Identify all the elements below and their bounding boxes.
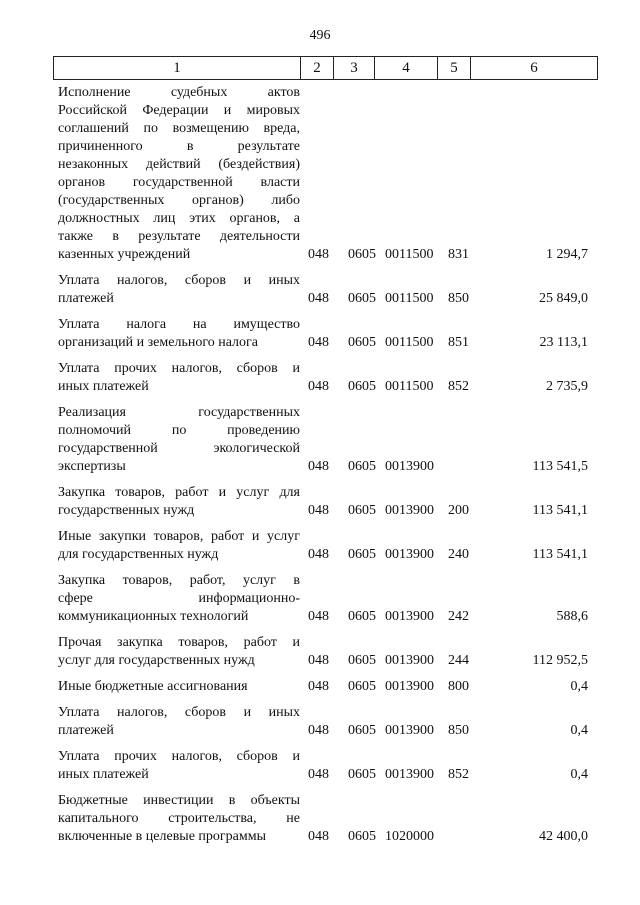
column-header-3: 3 — [334, 57, 375, 80]
budget-rows — [0, 84, 640, 854]
expense-type-code: 852 — [448, 767, 469, 782]
amount-value: 588,6 — [556, 609, 588, 624]
target-article-code: 0013900 — [385, 547, 434, 562]
description-line: Уплата прочих налогов, сборов и — [58, 749, 300, 764]
section-code: 0605 — [348, 609, 376, 624]
description-line: причиненного в результате — [58, 139, 300, 154]
description-line: незаконных действий (бездействия) — [58, 157, 300, 172]
ministry-code: 048 — [308, 247, 329, 262]
description-line: Закупка товаров, работ и услуг для — [58, 485, 300, 500]
table-row — [0, 84, 640, 264]
table-row — [0, 272, 640, 308]
description-line: Уплата налога на имущество — [58, 317, 300, 332]
section-code: 0605 — [348, 723, 376, 738]
description-line: платежей — [58, 291, 114, 306]
description-line: казенных учреждений — [58, 247, 191, 262]
target-article-code: 0011500 — [385, 247, 434, 262]
section-code: 0605 — [348, 379, 376, 394]
table-row — [0, 634, 640, 670]
expense-type-code: 852 — [448, 379, 469, 394]
expense-type-code: 850 — [448, 291, 469, 306]
table-row — [0, 572, 640, 626]
expense-type-code: 831 — [448, 247, 469, 262]
description-line: органов государственной власти — [58, 175, 300, 190]
description-line: (государственных органов) либо — [58, 193, 300, 208]
table-row — [0, 748, 640, 784]
amount-value: 25 849,0 — [539, 291, 588, 306]
row-codes — [0, 828, 640, 846]
expense-type-code: 800 — [448, 679, 469, 694]
ministry-code: 048 — [308, 679, 329, 694]
ministry-code: 048 — [308, 379, 329, 394]
amount-value: 2 735,9 — [546, 379, 588, 394]
section-code: 0605 — [348, 459, 376, 474]
description-line: Бюджетные инвестиции в объекты — [58, 793, 300, 808]
table-row — [0, 360, 640, 396]
row-codes — [0, 546, 640, 564]
ministry-code: 048 — [308, 335, 329, 350]
description-line: Закупка товаров, работ, услуг в — [58, 573, 300, 588]
row-codes — [0, 652, 640, 670]
target-article-code: 0013900 — [385, 459, 434, 474]
target-article-code: 0013900 — [385, 723, 434, 738]
description-line: государственных нужд — [58, 503, 195, 518]
target-article-code: 0011500 — [385, 379, 434, 394]
amount-value: 112 952,5 — [532, 653, 588, 668]
expense-type-code: 242 — [448, 609, 469, 624]
description-line: также в результате деятельности — [58, 229, 300, 244]
ministry-code: 048 — [308, 829, 329, 844]
target-article-code: 0013900 — [385, 503, 434, 518]
column-header-2: 2 — [301, 57, 334, 80]
row-codes — [0, 608, 640, 626]
amount-value: 113 541,1 — [532, 503, 588, 518]
target-article-code: 0013900 — [385, 609, 434, 624]
row-codes — [0, 502, 640, 520]
ministry-code: 048 — [308, 503, 329, 518]
amount-value: 0,4 — [570, 767, 588, 782]
row-codes — [0, 246, 640, 264]
description-line: полномочий по проведению — [58, 423, 300, 438]
description-line: для государственных нужд — [58, 547, 219, 562]
table-row — [0, 484, 640, 520]
description-line: должностных лиц этих органов, а — [58, 211, 300, 226]
expense-type-code: 240 — [448, 547, 469, 562]
column-header-6: 6 — [471, 57, 598, 80]
expense-type-code: 850 — [448, 723, 469, 738]
section-code: 0605 — [348, 247, 376, 262]
description-line: сфере информационно- — [58, 591, 300, 606]
expense-type-code: 851 — [448, 335, 469, 350]
row-codes — [0, 766, 640, 784]
column-header-row — [54, 57, 598, 80]
row-description — [58, 84, 300, 264]
section-code: 0605 — [348, 829, 376, 844]
expense-type-code: 244 — [448, 653, 469, 668]
description-line: Уплата налогов, сборов и иных — [58, 273, 300, 288]
description-line: Уплата прочих налогов, сборов и — [58, 361, 300, 376]
amount-value: 113 541,1 — [532, 547, 588, 562]
description-line: иных платежей — [58, 379, 149, 394]
target-article-code: 0011500 — [385, 291, 434, 306]
amount-value: 23 113,1 — [539, 335, 588, 350]
target-article-code: 0013900 — [385, 653, 434, 668]
row-codes — [0, 290, 640, 308]
amount-value: 0,4 — [570, 723, 588, 738]
description-line: организаций и земельного налога — [58, 335, 258, 350]
description-line: иных платежей — [58, 767, 149, 782]
description-line: включенные в целевые программы — [58, 829, 267, 844]
row-codes — [0, 678, 640, 696]
description-line: услуг для государственных нужд — [58, 653, 255, 668]
amount-value: 42 400,0 — [539, 829, 588, 844]
ministry-code: 048 — [308, 767, 329, 782]
description-line: платежей — [58, 723, 114, 738]
section-code: 0605 — [348, 767, 376, 782]
table-row — [0, 792, 640, 846]
description-line: соглашений по возмещению вреда, — [58, 121, 300, 136]
description-line: коммуникационных технологий — [58, 609, 249, 624]
description-line: экспертизы — [58, 459, 126, 474]
table-row — [0, 528, 640, 564]
ministry-code: 048 — [308, 723, 329, 738]
section-code: 0605 — [348, 547, 376, 562]
ministry-code: 048 — [308, 291, 329, 306]
row-codes — [0, 334, 640, 352]
target-article-code: 0013900 — [385, 767, 434, 782]
description-line: Российской Федерации и мировых — [58, 103, 300, 118]
section-code: 0605 — [348, 503, 376, 518]
section-code: 0605 — [348, 653, 376, 668]
description-line: Прочая закупка товаров, работ и — [58, 635, 300, 650]
description-line: Уплата налогов, сборов и иных — [58, 705, 300, 720]
expense-type-code: 200 — [448, 503, 469, 518]
target-article-code: 0013900 — [385, 679, 434, 694]
row-codes — [0, 458, 640, 476]
description-line: Иные закупки товаров, работ и услуг — [58, 529, 300, 544]
target-article-code: 0011500 — [385, 335, 434, 350]
description-line: Реализация государственных — [58, 405, 300, 420]
section-code: 0605 — [348, 679, 376, 694]
amount-value: 1 294,7 — [546, 247, 588, 262]
target-article-code: 1020000 — [385, 829, 434, 844]
section-code: 0605 — [348, 335, 376, 350]
column-header-1: 1 — [54, 57, 301, 80]
description-line: капитального строительства, не — [58, 811, 300, 826]
page-number: 496 — [309, 28, 331, 43]
table-row — [0, 704, 640, 740]
table-row — [0, 316, 640, 352]
description-line: Иные бюджетные ассигнования — [58, 679, 248, 694]
table-row — [0, 678, 640, 696]
row-codes — [0, 722, 640, 740]
column-header-5: 5 — [438, 57, 471, 80]
ministry-code: 048 — [308, 653, 329, 668]
amount-value: 113 541,5 — [532, 459, 588, 474]
section-code: 0605 — [348, 291, 376, 306]
description-line: государственной экологической — [58, 441, 300, 456]
ministry-code: 048 — [308, 609, 329, 624]
amount-value: 0,4 — [570, 679, 588, 694]
column-header-4: 4 — [375, 57, 438, 80]
ministry-code: 048 — [308, 547, 329, 562]
ministry-code: 048 — [308, 459, 329, 474]
table-row — [0, 404, 640, 476]
description-line: Исполнение судебных актов — [58, 85, 300, 100]
row-codes — [0, 378, 640, 396]
column-header-table — [53, 56, 598, 80]
